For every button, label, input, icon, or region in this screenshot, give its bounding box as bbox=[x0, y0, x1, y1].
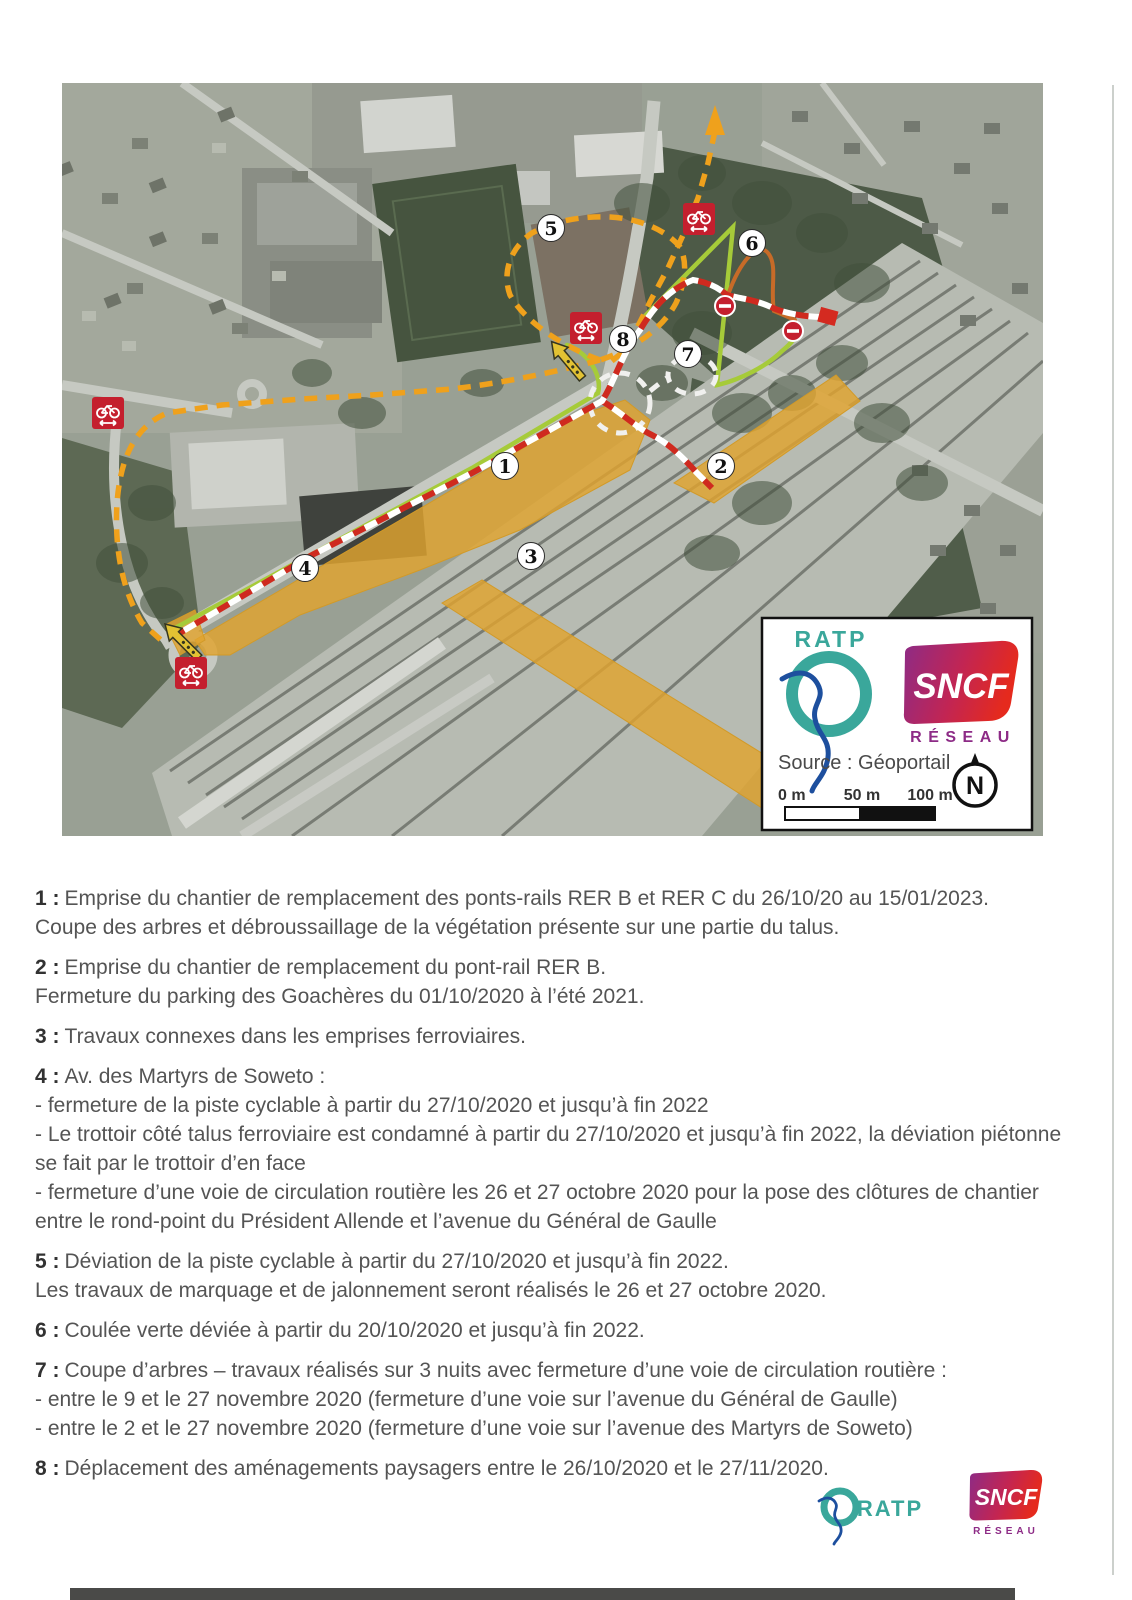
section-line: 2 : Emprise du chantier de remplacement du pont-rail RER B. bbox=[35, 956, 607, 979]
svg-text:N: N bbox=[965, 772, 985, 800]
section-line: 7 : Coupe d’arbres – travaux réalisés sur 3 nuits avec fermeture d’une voie de circulation routière : bbox=[35, 1359, 947, 1382]
section-5 bbox=[35, 1247, 1120, 1305]
svg-text:1: 1 bbox=[498, 456, 512, 478]
svg-text:7: 7 bbox=[681, 344, 695, 366]
section-number: 2 : bbox=[35, 956, 60, 979]
map-marker-1 bbox=[492, 453, 519, 480]
map-marker-8 bbox=[610, 326, 637, 353]
no-entry-icon bbox=[715, 296, 735, 316]
map-marker-2 bbox=[708, 453, 735, 480]
section-line: Les travaux de marquage et de jalonnement seront réalisés le 26 et 27 octobre 2020. bbox=[35, 1279, 827, 1302]
reseau-wordmark: RÉSEAU bbox=[910, 729, 1016, 746]
svg-text:100 m: 100 m bbox=[907, 787, 953, 804]
section-line: - entre le 2 et le 27 novembre 2020 (fermeture d’une voie sur l’avenue des Martyrs de Soweto) bbox=[35, 1417, 913, 1440]
section-2 bbox=[35, 953, 1120, 1011]
section-line: 6 : Coulée verte déviée à partir du 20/10/2020 et jusqu’à fin 2022. bbox=[35, 1319, 645, 1342]
section-line: 8 : Déplacement des aménagements paysagers entre le 26/10/2020 et le 27/11/2020. bbox=[35, 1457, 829, 1480]
source-caption: Source : Géoportail bbox=[778, 752, 951, 774]
svg-text:8: 8 bbox=[616, 329, 630, 351]
svg-text:6: 6 bbox=[745, 233, 759, 255]
section-line: - entre le 9 et le 27 novembre 2020 (fermeture d’une voie sur l’avenue du Général de Gaulle) bbox=[35, 1388, 898, 1411]
section-number: 3 : bbox=[35, 1025, 60, 1048]
footer-logos bbox=[790, 1455, 1070, 1550]
map-marker-3 bbox=[518, 543, 545, 570]
svg-text:3: 3 bbox=[524, 546, 538, 568]
section-line: entre le rond-point du Président Allende et l’avenue du Général de Gaulle bbox=[35, 1210, 717, 1233]
footer-reseau-wordmark: RÉSEAU bbox=[973, 1526, 1039, 1537]
map-marker-5 bbox=[538, 215, 565, 242]
section-line: - fermeture d’une voie de circulation routière les 26 et 27 octobre 2020 pour la pose des clôtures de chantier bbox=[35, 1181, 1039, 1204]
ratp-wordmark: RATP bbox=[794, 626, 868, 652]
section-7 bbox=[35, 1356, 1120, 1443]
svg-text:2: 2 bbox=[714, 456, 728, 478]
footer-ratp-wordmark: RATP bbox=[856, 1496, 924, 1521]
section-number: 8 : bbox=[35, 1457, 60, 1480]
section-line: 1 : Emprise du chantier de remplacement des ponts-rails RER B et RER C du 26/10/20 au 15/01/2023. bbox=[35, 887, 990, 910]
section-number: 1 : bbox=[35, 887, 60, 910]
map-marker-7 bbox=[675, 341, 702, 368]
footer-sncf-reseau-logo bbox=[969, 1470, 1042, 1537]
map-legend bbox=[762, 618, 1032, 830]
page-scan-bottom-bar bbox=[70, 1588, 1015, 1600]
scale-bar bbox=[778, 787, 953, 820]
bicycle-sign-icon bbox=[683, 203, 715, 235]
svg-text:50 m: 50 m bbox=[843, 787, 881, 804]
no-entry-icon bbox=[783, 321, 803, 341]
page-scan-edge bbox=[1112, 85, 1114, 1575]
section-line: Fermeture du parking des Goachères du 01/10/2020 à l’été 2021. bbox=[35, 985, 645, 1008]
footer-sncf-wordmark: SNCF bbox=[974, 1484, 1038, 1510]
section-line: Coupe des arbres et débroussaillage de la végétation présente sur une partie du talus. bbox=[35, 916, 840, 939]
section-3 bbox=[35, 1022, 1120, 1051]
section-6 bbox=[35, 1316, 1120, 1345]
map-marker-6 bbox=[739, 230, 766, 257]
section-line: 3 : Travaux connexes dans les emprises ferroviaires. bbox=[35, 1025, 526, 1048]
section-line: se fait par le trottoir d’en face bbox=[35, 1152, 306, 1175]
section-number: 4 : bbox=[35, 1065, 60, 1088]
bicycle-sign-icon bbox=[570, 312, 602, 344]
footer-ratp-logo bbox=[819, 1491, 923, 1544]
section-line: - Le trottoir côté talus ferroviaire est condamné à partir du 27/10/2020 et jusqu’à fin 2022, la déviation piétonne bbox=[35, 1123, 1062, 1146]
sncf-wordmark: SNCF bbox=[913, 667, 1009, 706]
section-1 bbox=[35, 884, 1120, 942]
section-number: 7 : bbox=[35, 1359, 60, 1382]
svg-text:4: 4 bbox=[298, 558, 312, 580]
section-number: 5 : bbox=[35, 1250, 60, 1273]
map-item-descriptions bbox=[35, 884, 1120, 1494]
section-line: 5 : Déviation de la piste cyclable à partir du 27/10/2020 et jusqu’à fin 2022. bbox=[35, 1250, 729, 1273]
sncf-reseau-logo bbox=[904, 641, 1019, 746]
bicycle-sign-icon bbox=[92, 397, 124, 429]
section-4 bbox=[35, 1062, 1120, 1236]
svg-text:0 m: 0 m bbox=[778, 787, 806, 804]
section-line: - fermeture de la piste cyclable à partir du 27/10/2020 et jusqu’à fin 2022 bbox=[35, 1094, 709, 1117]
aerial-map bbox=[62, 83, 1043, 836]
svg-text:5: 5 bbox=[544, 218, 558, 240]
bicycle-sign-icon bbox=[175, 657, 207, 689]
map-marker-4 bbox=[292, 555, 319, 582]
section-line: 4 : Av. des Martyrs de Soweto : bbox=[35, 1065, 326, 1088]
section-number: 6 : bbox=[35, 1319, 60, 1342]
